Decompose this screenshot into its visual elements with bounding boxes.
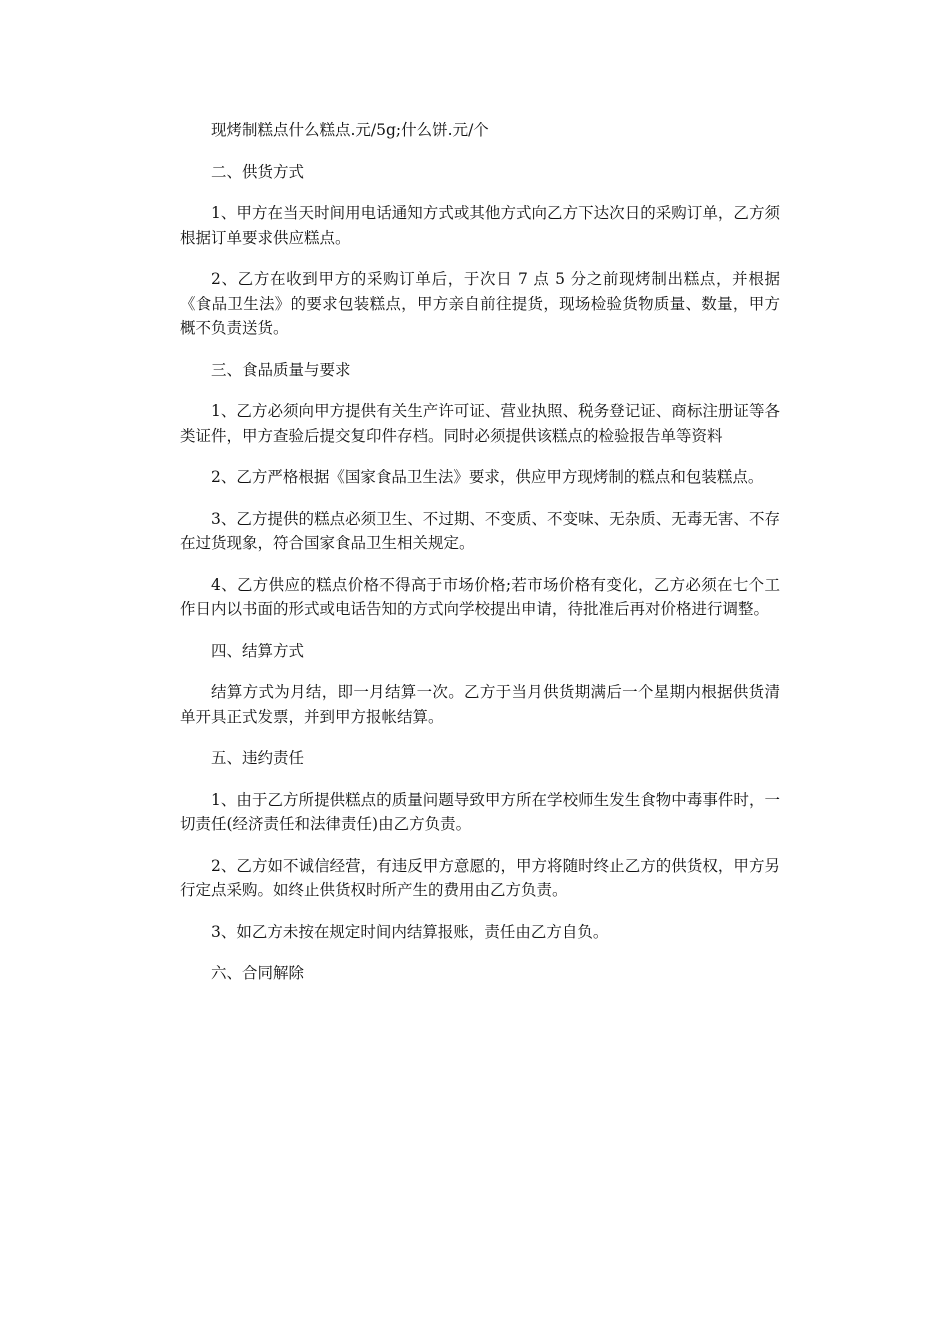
clause-paragraph: 3、乙方提供的糕点必须卫生、不过期、不变质、不变味、无杂质、无毒无害、不存在过货现象，符合国家食品卫生相关规定。: [180, 509, 780, 552]
section-heading-settlement: 四、结算方式: [211, 641, 305, 660]
section-heading-termination: 六、合同解除: [211, 964, 305, 982]
price-line: 现烤制糕点什么糕点.元/5g;什么饼.元/个: [211, 121, 489, 139]
clause-paragraph: 1、甲方在当天时间用电话通知方式或其他方式向乙方下达次日的采购订单，乙方须根据订单要求供应糕点。: [180, 204, 780, 247]
clause-paragraph: 2、乙方严格根据《国家食品卫生法》要求，供应甲方现烤制的糕点和包装糕点。: [211, 468, 764, 486]
section-heading-supply: 二、供货方式: [211, 162, 305, 181]
clause-paragraph: 2、乙方如不诚信经营，有违反甲方意愿的，甲方将随时终止乙方的供货权，甲方另行定点采购。如终止供货权时所产生的费用由乙方负责。: [180, 856, 780, 899]
clause-paragraph: 4、乙方供应的糕点价格不得高于市场价格;若市场价格有变化，乙方必须在七个工作日内以书面的形式或电话告知的方式向学校提出申请，待批准后再对价格进行调整。: [180, 575, 780, 618]
section-heading-quality: 三、食品质量与要求: [211, 360, 351, 379]
clause-paragraph: 1、乙方必须向甲方提供有关生产许可证、营业执照、税务登记证、商标注册证等各类证件，甲方查验后提交复印件存档。同时必须提供该糕点的检验报告单等资料: [180, 402, 780, 445]
clause-paragraph: 3、如乙方未按在规定时间内结算报账，责任由乙方自负。: [211, 922, 609, 941]
clause-paragraph: 1、由于乙方所提供糕点的质量问题导致甲方所在学校师生发生食物中毒事件时，一切责任(经济责任和法律责任)由乙方负责。: [180, 790, 780, 833]
clause-paragraph: 结算方式为月结，即一月结算一次。乙方于当月供货期满后一个星期内根据供货清单开具正式发票，并到甲方报帐结算。: [180, 683, 780, 726]
document-body: [180, 118, 780, 986]
section-heading-liability: 五、违约责任: [211, 749, 305, 767]
clause-paragraph: 2、乙方在收到甲方的采购订单后，于次日 7 点 5 分之前现烤制出糕点，并根据《食品卫生法》的要求包装糕点，甲方亲自前往提货，现场检验货物质量、数量，甲方概不负责送货。: [180, 270, 780, 337]
